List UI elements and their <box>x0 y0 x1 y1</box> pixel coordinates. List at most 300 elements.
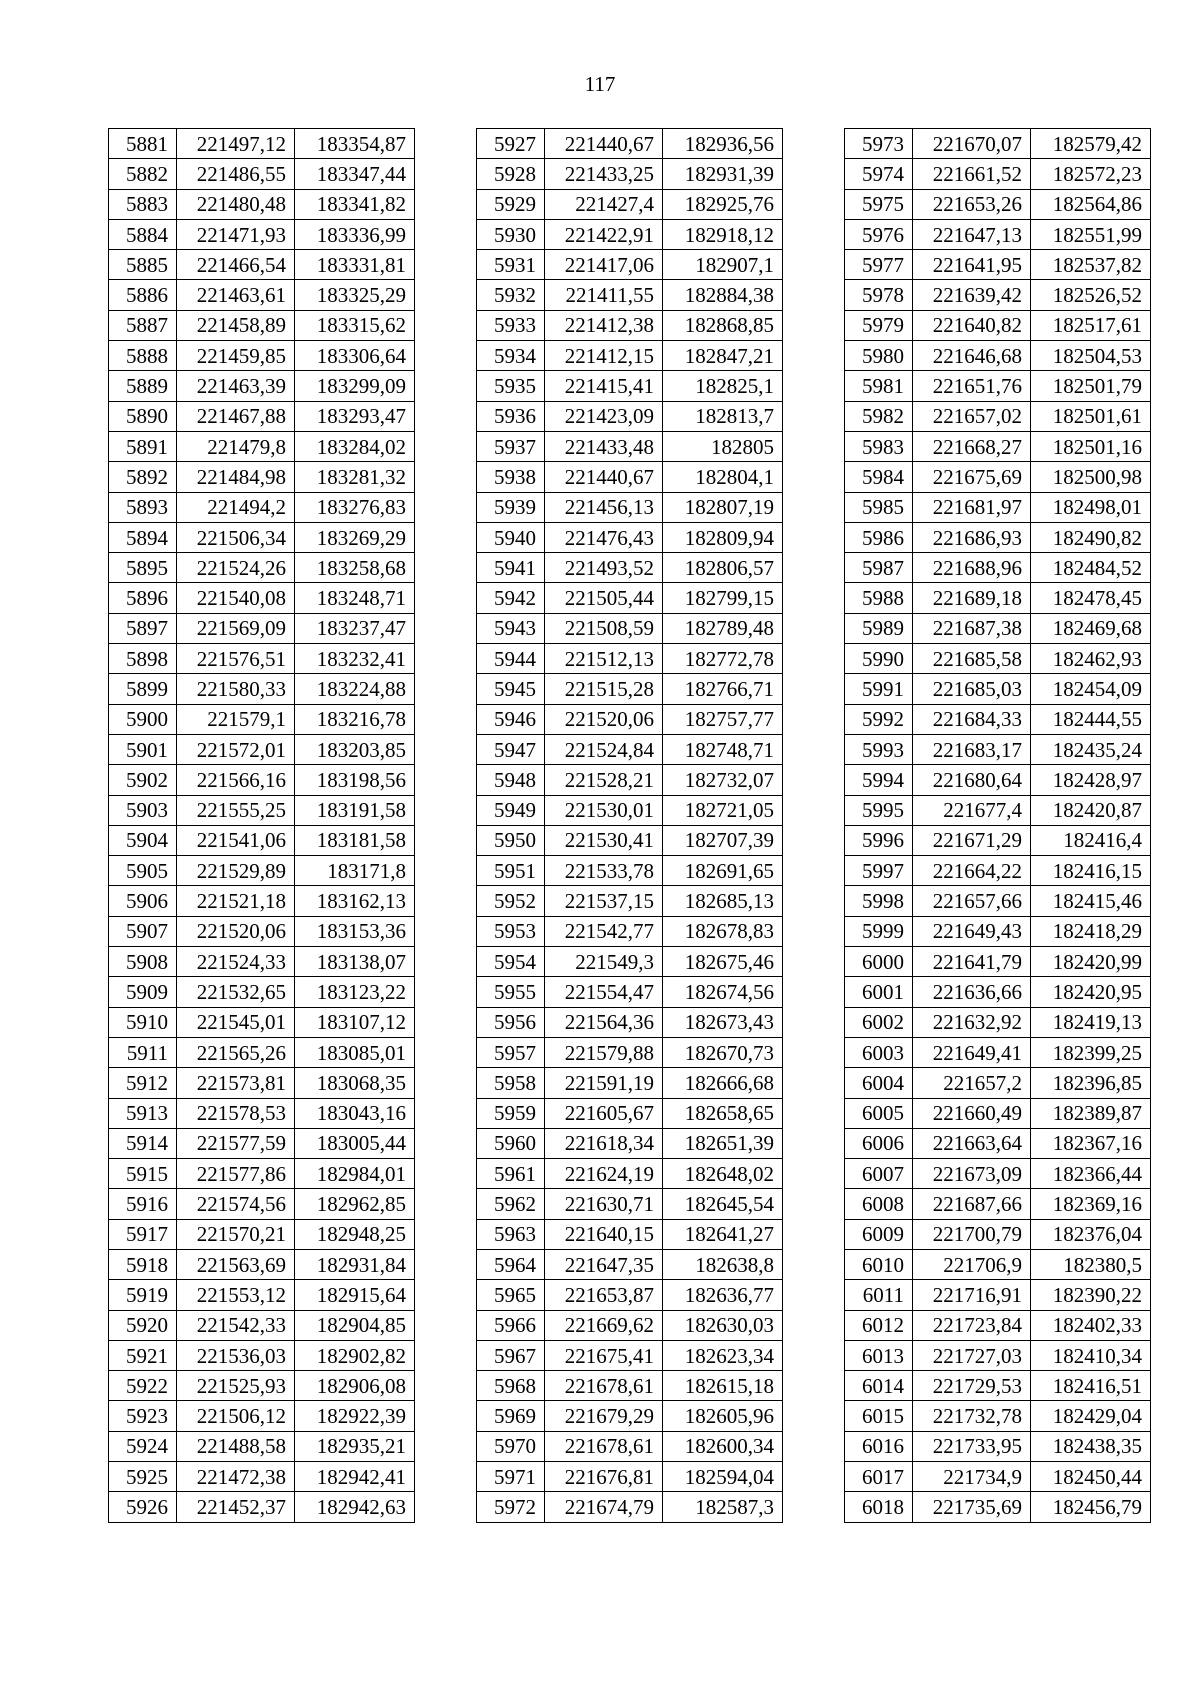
table-row <box>477 159 783 189</box>
x-coordinate-cell: 221524,84 <box>545 734 663 764</box>
y-coordinate-cell: 183284,02 <box>295 431 415 461</box>
table-row <box>845 280 1151 310</box>
y-coordinate-cell: 182807,19 <box>663 492 783 522</box>
table-row <box>109 1492 415 1522</box>
x-coordinate-cell: 221524,26 <box>177 553 295 583</box>
x-coordinate-cell: 221520,06 <box>545 704 663 734</box>
y-coordinate-cell: 183181,58 <box>295 825 415 855</box>
point-number-cell: 5946 <box>477 704 545 734</box>
table-row <box>109 250 415 280</box>
point-number-cell: 5940 <box>477 522 545 552</box>
y-coordinate-cell: 182389,87 <box>1031 1098 1151 1128</box>
y-coordinate-cell: 182948,25 <box>295 1219 415 1249</box>
y-coordinate-cell: 182462,93 <box>1031 644 1151 674</box>
table-row <box>109 1007 415 1037</box>
point-number-cell: 5943 <box>477 613 545 643</box>
point-number-cell: 6013 <box>845 1340 913 1370</box>
point-number-cell: 5959 <box>477 1098 545 1128</box>
point-number-cell: 5884 <box>109 219 177 249</box>
x-coordinate-cell: 221686,93 <box>913 522 1031 552</box>
point-number-cell: 5953 <box>477 916 545 946</box>
point-number-cell: 5912 <box>109 1068 177 1098</box>
y-coordinate-cell: 182490,82 <box>1031 522 1151 552</box>
x-coordinate-cell: 221624,19 <box>545 1159 663 1189</box>
point-number-cell: 6009 <box>845 1219 913 1249</box>
y-coordinate-cell: 182915,64 <box>295 1280 415 1310</box>
x-coordinate-cell: 221646,68 <box>913 341 1031 371</box>
x-coordinate-cell: 221647,35 <box>545 1249 663 1279</box>
x-coordinate-cell: 221653,87 <box>545 1280 663 1310</box>
y-coordinate-cell: 182805 <box>663 431 783 461</box>
y-coordinate-cell: 182936,56 <box>663 129 783 159</box>
y-coordinate-cell: 182691,65 <box>663 856 783 886</box>
y-coordinate-cell: 182907,1 <box>663 250 783 280</box>
table-row <box>477 1340 783 1370</box>
point-number-cell: 5905 <box>109 856 177 886</box>
y-coordinate-cell: 182600,34 <box>663 1431 783 1461</box>
y-coordinate-cell: 182670,73 <box>663 1037 783 1067</box>
table-row <box>477 1007 783 1037</box>
x-coordinate-cell: 221577,86 <box>177 1159 295 1189</box>
point-number-cell: 6008 <box>845 1189 913 1219</box>
point-number-cell: 5916 <box>109 1189 177 1219</box>
point-number-cell: 5933 <box>477 310 545 340</box>
coordinate-table-1 <box>108 128 415 1523</box>
x-coordinate-cell: 221651,76 <box>913 371 1031 401</box>
point-number-cell: 6012 <box>845 1310 913 1340</box>
y-coordinate-cell: 182925,76 <box>663 189 783 219</box>
y-coordinate-cell: 182984,01 <box>295 1159 415 1189</box>
table-row <box>845 1492 1151 1522</box>
table-row <box>477 431 783 461</box>
table-row <box>477 1219 783 1249</box>
y-coordinate-cell: 183258,68 <box>295 553 415 583</box>
x-coordinate-cell: 221463,61 <box>177 280 295 310</box>
point-number-cell: 5969 <box>477 1401 545 1431</box>
point-number-cell: 5892 <box>109 462 177 492</box>
y-coordinate-cell: 182564,86 <box>1031 189 1151 219</box>
point-number-cell: 5919 <box>109 1280 177 1310</box>
x-coordinate-cell: 221463,39 <box>177 371 295 401</box>
table-row <box>109 916 415 946</box>
point-number-cell: 5952 <box>477 886 545 916</box>
table-row <box>477 856 783 886</box>
point-number-cell: 5938 <box>477 462 545 492</box>
table-row <box>109 1068 415 1098</box>
table-row <box>109 159 415 189</box>
y-coordinate-cell: 182369,16 <box>1031 1189 1151 1219</box>
point-number-cell: 6004 <box>845 1068 913 1098</box>
point-number-cell: 5990 <box>845 644 913 674</box>
y-coordinate-cell: 182418,29 <box>1031 916 1151 946</box>
x-coordinate-cell: 221553,12 <box>177 1280 295 1310</box>
table-row <box>845 583 1151 613</box>
table-row <box>109 825 415 855</box>
table-row <box>477 947 783 977</box>
point-number-cell: 5918 <box>109 1249 177 1279</box>
y-coordinate-cell: 182658,65 <box>663 1098 783 1128</box>
y-coordinate-cell: 182594,04 <box>663 1462 783 1492</box>
y-coordinate-cell: 183153,36 <box>295 916 415 946</box>
y-coordinate-cell: 182962,85 <box>295 1189 415 1219</box>
x-coordinate-cell: 221555,25 <box>177 795 295 825</box>
point-number-cell: 5945 <box>477 674 545 704</box>
x-coordinate-cell: 221700,79 <box>913 1219 1031 1249</box>
point-number-cell: 5996 <box>845 825 913 855</box>
table-row <box>109 644 415 674</box>
point-number-cell: 5936 <box>477 401 545 431</box>
point-number-cell: 5988 <box>845 583 913 613</box>
table-row <box>845 674 1151 704</box>
table-row <box>477 1037 783 1067</box>
point-number-cell: 5944 <box>477 644 545 674</box>
table-row <box>109 674 415 704</box>
table-row <box>477 310 783 340</box>
table-row <box>477 1371 783 1401</box>
x-coordinate-cell: 221733,95 <box>913 1431 1031 1461</box>
x-coordinate-cell: 221417,06 <box>545 250 663 280</box>
x-coordinate-cell: 221415,41 <box>545 371 663 401</box>
x-coordinate-cell: 221545,01 <box>177 1007 295 1037</box>
y-coordinate-cell: 182376,04 <box>1031 1219 1151 1249</box>
y-coordinate-cell: 183224,88 <box>295 674 415 704</box>
point-number-cell: 5975 <box>845 189 913 219</box>
point-number-cell: 5963 <box>477 1219 545 1249</box>
x-coordinate-cell: 221476,43 <box>545 522 663 552</box>
x-coordinate-cell: 221681,97 <box>913 492 1031 522</box>
table-row <box>477 553 783 583</box>
x-coordinate-cell: 221515,28 <box>545 674 663 704</box>
point-number-cell: 6001 <box>845 977 913 1007</box>
table-row <box>845 1189 1151 1219</box>
point-number-cell: 6005 <box>845 1098 913 1128</box>
table-row <box>845 1219 1151 1249</box>
y-coordinate-cell: 182884,38 <box>663 280 783 310</box>
x-coordinate-cell: 221579,88 <box>545 1037 663 1067</box>
point-number-cell: 5960 <box>477 1128 545 1158</box>
y-coordinate-cell: 182813,7 <box>663 401 783 431</box>
y-coordinate-cell: 183162,13 <box>295 886 415 916</box>
x-coordinate-cell: 221579,1 <box>177 704 295 734</box>
table-row <box>477 341 783 371</box>
point-number-cell: 5911 <box>109 1037 177 1067</box>
point-number-cell: 5907 <box>109 916 177 946</box>
y-coordinate-cell: 182435,24 <box>1031 734 1151 764</box>
table-row <box>477 1249 783 1279</box>
y-coordinate-cell: 182806,57 <box>663 553 783 583</box>
y-coordinate-cell: 182517,61 <box>1031 310 1151 340</box>
table-row <box>845 1098 1151 1128</box>
point-number-cell: 5893 <box>109 492 177 522</box>
point-number-cell: 5897 <box>109 613 177 643</box>
table-row <box>845 947 1151 977</box>
point-number-cell: 5997 <box>845 856 913 886</box>
point-number-cell: 5927 <box>477 129 545 159</box>
table-row <box>845 219 1151 249</box>
point-number-cell: 5928 <box>477 159 545 189</box>
point-number-cell: 5889 <box>109 371 177 401</box>
table-row <box>109 462 415 492</box>
point-number-cell: 5958 <box>477 1068 545 1098</box>
x-coordinate-cell: 221494,2 <box>177 492 295 522</box>
y-coordinate-cell: 182501,79 <box>1031 371 1151 401</box>
x-coordinate-cell: 221685,58 <box>913 644 1031 674</box>
y-coordinate-cell: 182537,82 <box>1031 250 1151 280</box>
table-row <box>845 1371 1151 1401</box>
y-coordinate-cell: 182396,85 <box>1031 1068 1151 1098</box>
point-number-cell: 5883 <box>109 189 177 219</box>
x-coordinate-cell: 221512,13 <box>545 644 663 674</box>
point-number-cell: 5999 <box>845 916 913 946</box>
point-number-cell: 5929 <box>477 189 545 219</box>
point-number-cell: 5882 <box>109 159 177 189</box>
x-coordinate-cell: 221640,82 <box>913 310 1031 340</box>
y-coordinate-cell: 182757,77 <box>663 704 783 734</box>
x-coordinate-cell: 221657,02 <box>913 401 1031 431</box>
y-coordinate-cell: 182366,44 <box>1031 1159 1151 1189</box>
point-number-cell: 5993 <box>845 734 913 764</box>
x-coordinate-cell: 221530,01 <box>545 795 663 825</box>
point-number-cell: 5989 <box>845 613 913 643</box>
x-coordinate-cell: 221639,42 <box>913 280 1031 310</box>
y-coordinate-cell: 182456,79 <box>1031 1492 1151 1522</box>
y-coordinate-cell: 182935,21 <box>295 1431 415 1461</box>
y-coordinate-cell: 183299,09 <box>295 371 415 401</box>
x-coordinate-cell: 221521,18 <box>177 886 295 916</box>
y-coordinate-cell: 183123,22 <box>295 977 415 1007</box>
table-row <box>845 1249 1151 1279</box>
point-number-cell: 5909 <box>109 977 177 1007</box>
y-coordinate-cell: 182500,98 <box>1031 462 1151 492</box>
point-number-cell: 6018 <box>845 1492 913 1522</box>
table-row <box>109 1219 415 1249</box>
x-coordinate-cell: 221647,13 <box>913 219 1031 249</box>
table-row <box>109 341 415 371</box>
x-coordinate-cell: 221572,01 <box>177 734 295 764</box>
point-number-cell: 5948 <box>477 765 545 795</box>
x-coordinate-cell: 221480,48 <box>177 189 295 219</box>
y-coordinate-cell: 182651,39 <box>663 1128 783 1158</box>
point-number-cell: 5974 <box>845 159 913 189</box>
y-coordinate-cell: 183068,35 <box>295 1068 415 1098</box>
y-coordinate-cell: 182410,34 <box>1031 1340 1151 1370</box>
x-coordinate-cell: 221664,22 <box>913 856 1031 886</box>
x-coordinate-cell: 221735,69 <box>913 1492 1031 1522</box>
x-coordinate-cell: 221529,89 <box>177 856 295 886</box>
x-coordinate-cell: 221542,33 <box>177 1310 295 1340</box>
y-coordinate-cell: 182904,85 <box>295 1310 415 1340</box>
table-row <box>477 462 783 492</box>
x-coordinate-cell: 221723,84 <box>913 1310 1031 1340</box>
table-row <box>845 886 1151 916</box>
point-number-cell: 6015 <box>845 1401 913 1431</box>
point-number-cell: 5935 <box>477 371 545 401</box>
y-coordinate-cell: 182673,43 <box>663 1007 783 1037</box>
x-coordinate-cell: 221536,03 <box>177 1340 295 1370</box>
table-row <box>109 856 415 886</box>
y-coordinate-cell: 182587,3 <box>663 1492 783 1522</box>
x-coordinate-cell: 221433,25 <box>545 159 663 189</box>
x-coordinate-cell: 221591,19 <box>545 1068 663 1098</box>
y-coordinate-cell: 183232,41 <box>295 644 415 674</box>
x-coordinate-cell: 221684,33 <box>913 704 1031 734</box>
x-coordinate-cell: 221676,81 <box>545 1462 663 1492</box>
y-coordinate-cell: 182579,42 <box>1031 129 1151 159</box>
y-coordinate-cell: 182469,68 <box>1031 613 1151 643</box>
y-coordinate-cell: 183216,78 <box>295 704 415 734</box>
y-coordinate-cell: 182454,09 <box>1031 674 1151 704</box>
y-coordinate-cell: 183269,29 <box>295 522 415 552</box>
point-number-cell: 5901 <box>109 734 177 764</box>
x-coordinate-cell: 221574,56 <box>177 1189 295 1219</box>
x-coordinate-cell: 221569,09 <box>177 613 295 643</box>
y-coordinate-cell: 183281,32 <box>295 462 415 492</box>
x-coordinate-cell: 221618,34 <box>545 1128 663 1158</box>
point-number-cell: 5962 <box>477 1189 545 1219</box>
y-coordinate-cell: 182478,45 <box>1031 583 1151 613</box>
x-coordinate-cell: 221679,29 <box>545 1401 663 1431</box>
x-coordinate-cell: 221580,33 <box>177 674 295 704</box>
y-coordinate-cell: 183315,62 <box>295 310 415 340</box>
table-row <box>109 1128 415 1158</box>
table-row <box>845 825 1151 855</box>
y-coordinate-cell: 183331,81 <box>295 250 415 280</box>
y-coordinate-cell: 182799,15 <box>663 583 783 613</box>
x-coordinate-cell: 221528,21 <box>545 765 663 795</box>
point-number-cell: 5977 <box>845 250 913 280</box>
x-coordinate-cell: 221732,78 <box>913 1401 1031 1431</box>
y-coordinate-cell: 183203,85 <box>295 734 415 764</box>
table-row <box>845 977 1151 1007</box>
point-number-cell: 5886 <box>109 280 177 310</box>
y-coordinate-cell: 182630,03 <box>663 1310 783 1340</box>
point-number-cell: 5891 <box>109 431 177 461</box>
x-coordinate-cell: 221467,88 <box>177 401 295 431</box>
x-coordinate-cell: 221685,03 <box>913 674 1031 704</box>
point-number-cell: 6016 <box>845 1431 913 1461</box>
y-coordinate-cell: 182902,82 <box>295 1340 415 1370</box>
y-coordinate-cell: 182732,07 <box>663 765 783 795</box>
x-coordinate-cell: 221657,2 <box>913 1068 1031 1098</box>
x-coordinate-cell: 221565,26 <box>177 1037 295 1067</box>
y-coordinate-cell: 182399,25 <box>1031 1037 1151 1067</box>
x-coordinate-cell: 221640,15 <box>545 1219 663 1249</box>
table-row <box>109 522 415 552</box>
table-row <box>477 1310 783 1340</box>
y-coordinate-cell: 182766,71 <box>663 674 783 704</box>
point-number-cell: 5917 <box>109 1219 177 1249</box>
point-number-cell: 5921 <box>109 1340 177 1370</box>
y-coordinate-cell: 182931,84 <box>295 1249 415 1279</box>
y-coordinate-cell: 182420,87 <box>1031 795 1151 825</box>
y-coordinate-cell: 182428,97 <box>1031 765 1151 795</box>
x-coordinate-cell: 221671,29 <box>913 825 1031 855</box>
table-row <box>845 1007 1151 1037</box>
table-row <box>477 401 783 431</box>
table-row <box>109 280 415 310</box>
y-coordinate-cell: 182906,08 <box>295 1371 415 1401</box>
x-coordinate-cell: 221433,48 <box>545 431 663 461</box>
point-number-cell: 5955 <box>477 977 545 1007</box>
point-number-cell: 5937 <box>477 431 545 461</box>
x-coordinate-cell: 221734,9 <box>913 1462 1031 1492</box>
point-number-cell: 5967 <box>477 1340 545 1370</box>
table-row <box>109 886 415 916</box>
table-row <box>845 553 1151 583</box>
table-row <box>477 1401 783 1431</box>
table-row <box>477 280 783 310</box>
point-number-cell: 5899 <box>109 674 177 704</box>
x-coordinate-cell: 221683,17 <box>913 734 1031 764</box>
point-number-cell: 5923 <box>109 1401 177 1431</box>
table-row <box>477 1189 783 1219</box>
table-row <box>845 401 1151 431</box>
table-row <box>477 129 783 159</box>
point-number-cell: 5980 <box>845 341 913 371</box>
point-number-cell: 5995 <box>845 795 913 825</box>
x-coordinate-cell: 221605,67 <box>545 1098 663 1128</box>
point-number-cell: 5992 <box>845 704 913 734</box>
point-number-cell: 5926 <box>109 1492 177 1522</box>
point-number-cell: 5920 <box>109 1310 177 1340</box>
table-row <box>109 704 415 734</box>
table-row <box>477 1492 783 1522</box>
y-coordinate-cell: 183043,16 <box>295 1098 415 1128</box>
y-coordinate-cell: 182498,01 <box>1031 492 1151 522</box>
y-coordinate-cell: 182748,71 <box>663 734 783 764</box>
y-coordinate-cell: 182645,54 <box>663 1189 783 1219</box>
x-coordinate-cell: 221673,09 <box>913 1159 1031 1189</box>
x-coordinate-cell: 221649,41 <box>913 1037 1031 1067</box>
y-coordinate-cell: 183138,07 <box>295 947 415 977</box>
x-coordinate-cell: 221466,54 <box>177 250 295 280</box>
table-row <box>845 492 1151 522</box>
y-coordinate-cell: 182504,53 <box>1031 341 1151 371</box>
y-coordinate-cell: 182484,52 <box>1031 553 1151 583</box>
point-number-cell: 5900 <box>109 704 177 734</box>
x-coordinate-cell: 221688,96 <box>913 553 1031 583</box>
table-row <box>845 1068 1151 1098</box>
table-row <box>845 1128 1151 1158</box>
y-coordinate-cell: 182429,04 <box>1031 1401 1151 1431</box>
x-coordinate-cell: 221530,41 <box>545 825 663 855</box>
table-row <box>845 916 1151 946</box>
y-coordinate-cell: 183005,44 <box>295 1128 415 1158</box>
table-row <box>845 189 1151 219</box>
y-coordinate-cell: 182380,5 <box>1031 1249 1151 1279</box>
y-coordinate-cell: 183336,99 <box>295 219 415 249</box>
x-coordinate-cell: 221471,93 <box>177 219 295 249</box>
point-number-cell: 5982 <box>845 401 913 431</box>
x-coordinate-cell: 221493,52 <box>545 553 663 583</box>
y-coordinate-cell: 182419,13 <box>1031 1007 1151 1037</box>
table-row <box>845 159 1151 189</box>
y-coordinate-cell: 182931,39 <box>663 159 783 189</box>
point-number-cell: 6000 <box>845 947 913 977</box>
point-number-cell: 5913 <box>109 1098 177 1128</box>
point-number-cell: 5964 <box>477 1249 545 1279</box>
y-coordinate-cell: 183354,87 <box>295 129 415 159</box>
y-coordinate-cell: 182685,13 <box>663 886 783 916</box>
table-row <box>845 1431 1151 1461</box>
point-number-cell: 5930 <box>477 219 545 249</box>
point-number-cell: 5881 <box>109 129 177 159</box>
x-coordinate-cell: 221566,16 <box>177 765 295 795</box>
point-number-cell: 6010 <box>845 1249 913 1279</box>
point-number-cell: 5915 <box>109 1159 177 1189</box>
point-number-cell: 5942 <box>477 583 545 613</box>
point-number-cell: 5924 <box>109 1431 177 1461</box>
